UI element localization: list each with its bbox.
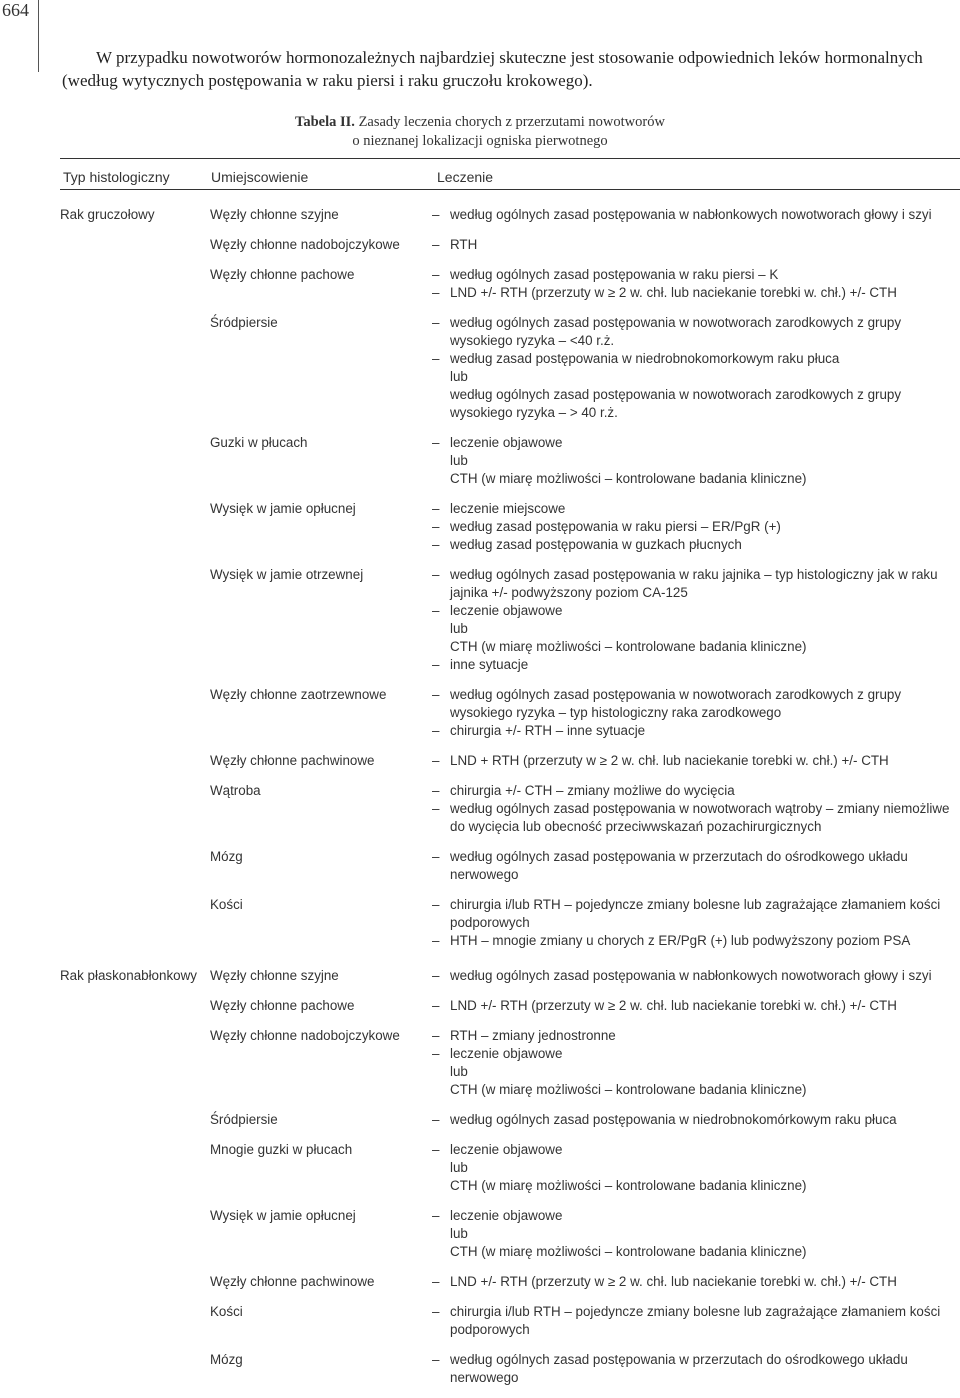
treatment-bullet-item [432, 314, 958, 350]
treatment-continuation [432, 1243, 958, 1261]
treatment-bullet-item [432, 932, 958, 950]
location-cell: Węzły chłonne szyjne [210, 968, 339, 983]
treatment-bullet-item [432, 1207, 958, 1225]
location-cell: Węzły chłonne nadobojczykowe [210, 1028, 400, 1043]
location-cell: Węzły chłonne pachwinowe [210, 1274, 375, 1289]
treatment-text: CTH (w miarę możliwości – kontrolowane badania kliniczne) [450, 639, 807, 654]
table-row [60, 967, 960, 985]
treatment-bullet-item [432, 266, 958, 284]
treatment-bullet-item [432, 518, 958, 536]
treatment-bullet-item [432, 686, 958, 722]
treatment-continuation [432, 452, 958, 470]
treatment-text: według zasad postępowania w raku piersi – ER/PgR (+) [450, 519, 781, 534]
location-cell: Wątroba [210, 783, 261, 798]
location-cell: Węzły chłonne pachowe [210, 267, 355, 282]
table-row [60, 1027, 960, 1099]
treatment-text: według ogólnych zasad postępowania w raku jajnika – typ histologiczny jak w raku jajnika +/- podwyższony poziom CA-125 [450, 567, 938, 600]
treatment-text: lub [450, 621, 468, 636]
treatment-bullet-item [432, 896, 958, 932]
location-cell: Wysięk w jamie opłucnej [210, 1208, 356, 1223]
table-row [60, 782, 960, 836]
treatment-text: lub [450, 453, 468, 468]
treatment-text: według ogólnych zasad postępowania w nabłonkowych nowotworach głowy i szyi [450, 968, 932, 983]
treatment-cell [432, 997, 958, 1015]
dash-bullet: – [432, 1352, 440, 1367]
location-cell: Węzły chłonne szyjne [210, 207, 339, 222]
histological-type-cell: Rak płaskonabłonkowy [60, 968, 197, 983]
location-cell: Wysięk w jamie otrzewnej [210, 567, 364, 582]
treatment-text: według ogólnych zasad postępowania w raku piersi – K [450, 267, 779, 282]
treatment-text: LND +/- RTH (przerzuty w ≥ 2 w. chł. lub naciekanie torebki w. chł.) +/- CTH [450, 285, 897, 300]
treatment-text: chirurgia i/lub RTH – pojedyncze zmiany bolesne lub zagrażające złamaniem kości podporowych [450, 1304, 941, 1337]
table-row [60, 896, 960, 950]
caption-label: Tabela II. [295, 114, 355, 130]
dash-bullet: – [432, 1142, 440, 1157]
treatment-text: leczenie objawowe [450, 1208, 563, 1223]
treatment-bullet-item [432, 284, 958, 302]
location-cell: Śródpiersie [210, 1112, 278, 1127]
treatment-cell [432, 314, 958, 422]
table-row [60, 1273, 960, 1291]
treatment-cell [432, 686, 958, 740]
dash-bullet: – [432, 968, 440, 983]
table-body [60, 206, 960, 1387]
treatment-continuation [432, 470, 958, 488]
treatment-bullet-item [432, 1273, 958, 1291]
treatment-text: według ogólnych zasad postępowania w nowotworach zarodkowych z grupy wysokiego ryzyka – > 40 r.ż. [450, 387, 902, 420]
treatment-continuation [432, 1177, 958, 1195]
treatment-text: leczenie objawowe [450, 1046, 563, 1061]
dash-bullet: – [432, 315, 440, 330]
treatment-continuation [432, 638, 958, 656]
treatment-cell [432, 206, 958, 224]
treatment-text: według ogólnych zasad postępowania w nabłonkowych nowotworach głowy i szyi [450, 207, 932, 222]
dash-bullet: – [432, 1028, 440, 1043]
table-row [60, 1303, 960, 1339]
table-row [60, 997, 960, 1015]
treatment-continuation [432, 620, 958, 638]
treatment-text: CTH (w miarę możliwości – kontrolowane badania kliniczne) [450, 1244, 807, 1259]
histological-type-cell: Rak gruczołowy [60, 207, 155, 222]
treatment-cell [432, 848, 958, 884]
table-row [60, 1141, 960, 1195]
treatment-text: LND + RTH (przerzuty w ≥ 2 w. chł. lub naciekanie torebki w. chł.) +/- CTH [450, 753, 889, 768]
dash-bullet: – [432, 687, 440, 702]
treatment-cell [432, 236, 958, 254]
dash-bullet: – [432, 657, 440, 672]
page-rule [38, 0, 39, 72]
treatment-cell [432, 1111, 958, 1129]
treatment-bullet-item [432, 536, 958, 554]
treatment-text: według zasad postępowania w guzkach płucnych [450, 537, 742, 552]
dash-bullet: – [432, 753, 440, 768]
treatment-bullet-item [432, 236, 958, 254]
treatment-bullet-item [432, 1303, 958, 1339]
treatment-cell [432, 566, 958, 674]
table-row [60, 314, 960, 422]
treatment-text: leczenie objawowe [450, 1142, 563, 1157]
treatment-text: CTH (w miarę możliwości – kontrolowane badania kliniczne) [450, 1178, 807, 1193]
location-cell: Mnogie guzki w płucach [210, 1142, 353, 1157]
caption-title: Zasady leczenia chorych z przerzutami nowotworów [358, 114, 665, 130]
treatment-bullet-item [432, 752, 958, 770]
dash-bullet: – [432, 519, 440, 534]
dash-bullet: – [432, 603, 440, 618]
treatment-text: według ogólnych zasad postępowania w przerzutach do ośrodkowego układu nerwowego [450, 1352, 908, 1385]
table-caption [0, 113, 960, 151]
table-row [60, 686, 960, 740]
table-row [60, 236, 960, 254]
treatment-continuation [432, 1225, 958, 1243]
treatment-text: RTH – zmiany jednostronne [450, 1028, 616, 1043]
location-cell: Mózg [210, 849, 243, 864]
table-row [60, 434, 960, 488]
treatment-text: HTH – mnogie zmiany u chorych z ER/PgR (+) lub podwyższony poziom PSA [450, 933, 911, 948]
treatment-text: chirurgia +/- CTH – zmiany możliwe do wycięcia [450, 783, 735, 798]
table-row [60, 1351, 960, 1387]
dash-bullet: – [432, 897, 440, 912]
treatment-bullet-item [432, 1141, 958, 1159]
treatment-text: według ogólnych zasad postępowania w przerzutach do ośrodkowego układu nerwowego [450, 849, 908, 882]
treatment-cell [432, 500, 958, 554]
treatment-text: lub [450, 1064, 468, 1079]
dash-bullet: – [432, 1304, 440, 1319]
location-cell: Śródpiersie [210, 315, 278, 330]
treatment-bullet-item [432, 722, 958, 740]
treatment-bullet-item [432, 350, 958, 368]
treatment-bullet-item [432, 434, 958, 452]
caption-line-2: o nieznanej lokalizacji ogniska pierwotnego [352, 133, 608, 149]
treatment-continuation [432, 1081, 958, 1099]
treatment-cell [432, 1141, 958, 1195]
location-cell: Kości [210, 897, 243, 912]
table-row [60, 848, 960, 884]
treatment-bullet-item [432, 1111, 958, 1129]
treatment-continuation [432, 368, 958, 386]
treatment-bullet-item [432, 1027, 958, 1045]
treatment-cell [432, 752, 958, 770]
table-row [60, 752, 960, 770]
page-number: 664 [2, 0, 29, 20]
treatment-bullet-item [432, 997, 958, 1015]
dash-bullet: – [432, 237, 440, 252]
table-row [60, 1207, 960, 1261]
dash-bullet: – [432, 501, 440, 516]
treatment-text: według ogólnych zasad postępowania w nowotworach zarodkowych z grupy wysokiego ryzyka – <40 r.ż. [450, 315, 902, 348]
header-treatment: Leczenie [437, 169, 494, 185]
dash-bullet: – [432, 1208, 440, 1223]
location-cell: Wysięk w jamie opłucnej [210, 501, 356, 516]
treatment-cell [432, 1207, 958, 1261]
treatment-text: lub [450, 1160, 468, 1175]
dash-bullet: – [432, 567, 440, 582]
treatment-text: według zasad postępowania w niedrobnokomorkowym raku płuca [450, 351, 840, 366]
table-row [60, 566, 960, 674]
treatment-bullet-item [432, 602, 958, 620]
treatment-text: CTH (w miarę możliwości – kontrolowane badania kliniczne) [450, 1082, 807, 1097]
table-row [60, 266, 960, 302]
treatment-bullet-item [432, 1045, 958, 1063]
header-location: Umiejscowienie [211, 169, 309, 185]
treatment-continuation [432, 1063, 958, 1081]
treatment-continuation [432, 1159, 958, 1177]
treatment-text: CTH (w miarę możliwości – kontrolowane badania kliniczne) [450, 471, 807, 486]
treatment-text: LND +/- RTH (przerzuty w ≥ 2 w. chł. lub naciekanie torebki w. chł.) +/- CTH [450, 1274, 897, 1289]
treatment-text: leczenie objawowe [450, 435, 563, 450]
treatment-bullet-item [432, 800, 958, 836]
treatment-bullet-item [432, 1351, 958, 1387]
location-cell: Węzły chłonne nadobojczykowe [210, 237, 400, 252]
dash-bullet: – [432, 435, 440, 450]
treatment-cell [432, 1351, 958, 1387]
location-cell: Guzki w płucach [210, 435, 308, 450]
treatment-cell [432, 967, 958, 985]
dash-bullet: – [432, 285, 440, 300]
header-histological-type: Typ histologiczny [63, 169, 170, 185]
treatment-text: chirurgia i/lub RTH – pojedyncze zmiany bolesne lub zagrażające złamaniem kości podporowych [450, 897, 941, 930]
location-cell: Mózg [210, 1352, 243, 1367]
dash-bullet: – [432, 1112, 440, 1127]
dash-bullet: – [432, 801, 440, 816]
treatment-cell [432, 1303, 958, 1339]
treatment-text: LND +/- RTH (przerzuty w ≥ 2 w. chł. lub naciekanie torebki w. chł.) +/- CTH [450, 998, 897, 1013]
treatment-continuation [432, 386, 958, 422]
treatment-text: RTH [450, 237, 478, 252]
treatment-bullet-item [432, 967, 958, 985]
treatment-cell [432, 266, 958, 302]
treatment-text: inne sytuacje [450, 657, 529, 672]
treatment-text: leczenie objawowe [450, 603, 563, 618]
dash-bullet: – [432, 351, 440, 366]
treatment-cell [432, 434, 958, 488]
table-header [60, 158, 960, 190]
treatment-text: lub [450, 369, 468, 384]
location-cell: Węzły chłonne pachowe [210, 998, 355, 1013]
treatment-text: chirurgia +/- RTH – inne sytuacje [450, 723, 646, 738]
location-cell: Węzły chłonne pachwinowe [210, 753, 375, 768]
treatment-text: według ogólnych zasad postępowania w niedrobnokomórkowym raku płuca [450, 1112, 897, 1127]
table-row [60, 1111, 960, 1129]
treatment-cell [432, 782, 958, 836]
caption-line-1 [0, 113, 960, 132]
treatment-cell [432, 896, 958, 950]
dash-bullet: – [432, 207, 440, 222]
treatment-bullet-item [432, 566, 958, 602]
location-cell: Węzły chłonne zaotrzewnowe [210, 687, 387, 702]
dash-bullet: – [432, 933, 440, 948]
intro-paragraph: W przypadku nowotworów hormonozależnych najbardziej skuteczne jest stosowanie odpowiednich leków hormonalnych (według wytycznych postępowania w raku piersi i raku gruczołu krokowego). [62, 48, 923, 90]
dash-bullet: – [432, 1046, 440, 1061]
table-row [60, 206, 960, 224]
location-cell: Kości [210, 1304, 243, 1319]
dash-bullet: – [432, 1274, 440, 1289]
treatment-bullet-item [432, 500, 958, 518]
treatment-bullet-item [432, 656, 958, 674]
treatment-bullet-item [432, 782, 958, 800]
table-row [60, 500, 960, 554]
treatment-text: według ogólnych zasad postępowania w nowotworach zarodkowych z grupy wysokiego ryzyka – typ histologiczny raka zarodkowego [450, 687, 902, 720]
treatment-text: lub [450, 1226, 468, 1241]
treatment-cell [432, 1273, 958, 1291]
treatment-text: według ogólnych zasad postępowania w nowotworach wątroby – zmiany niemożliwe do wycięcia lub obecność przeciwwskazań pozachirurgicznych [450, 801, 950, 834]
treatment-cell [432, 1027, 958, 1099]
dash-bullet: – [432, 783, 440, 798]
treatment-bullet-item [432, 206, 958, 224]
treatment-text: leczenie miejscowe [450, 501, 566, 516]
dash-bullet: – [432, 849, 440, 864]
dash-bullet: – [432, 537, 440, 552]
treatment-bullet-item [432, 848, 958, 884]
dash-bullet: – [432, 267, 440, 282]
dash-bullet: – [432, 998, 440, 1013]
dash-bullet: – [432, 723, 440, 738]
